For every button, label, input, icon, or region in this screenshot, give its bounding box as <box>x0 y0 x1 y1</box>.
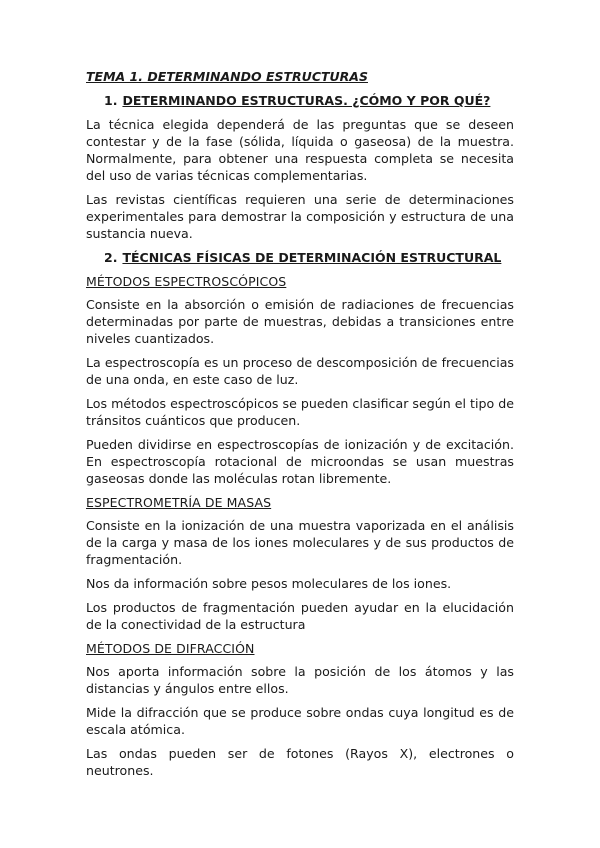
subsection-heading-masas: ESPECTROMETRÍA DE MASAS <box>86 495 272 510</box>
document-title: TEMA 1. DETERMINANDO ESTRUCTURAS <box>86 69 368 84</box>
section-2-title: TÉCNICAS FÍSICAS DE DETERMINACIÓN ESTRUCTURAL <box>122 250 502 265</box>
paragraph: Las revistas científicas requieren una serie de determinaciones experimentales para demostrar la composición y estructura de una sustancia nueva. <box>86 192 514 241</box>
subsection-heading-difraccion: MÉTODOS DE DIFRACCIÓN <box>86 641 255 656</box>
section-1-title: DETERMINANDO ESTRUCTURAS. ¿CÓMO Y POR QUÉ? <box>122 93 491 108</box>
paragraph: Los métodos espectroscópicos se pueden clasificar según el tipo de tránsitos cuánticos que producen. <box>86 396 514 428</box>
paragraph: Consiste en la absorción o emisión de radiaciones de frecuencias determinadas por parte de muestras, debidas a transiciones entre niveles cuantizados. <box>86 297 514 346</box>
section-2-number: 2. <box>104 250 118 265</box>
paragraph: Pueden dividirse en espectroscopías de ionización y de excitación. En espectroscopía rotacional de microondas se usan muestras gaseosas donde las moléculas rotan libremente. <box>86 437 514 486</box>
section-2-heading <box>86 249 514 267</box>
section-1-number: 1. <box>104 93 118 108</box>
section-1-heading <box>86 92 514 110</box>
paragraph: La espectroscopía es un proceso de descomposición de frecuencias de una onda, en este caso de luz. <box>86 355 514 387</box>
paragraph: La técnica elegida dependerá de las preguntas que se deseen contestar y de la fase (sólida, líquida o gaseosa) de la muestra. Normalmente, para obtener una respuesta completa se necesita del uso de varias técnicas complementarias. <box>86 117 514 183</box>
paragraph: Mide la difracción que se produce sobre ondas cuya longitud es de escala atómica. <box>86 705 514 737</box>
paragraph: Nos aporta información sobre la posición de los átomos y las distancias y ángulos entre ellos. <box>86 664 514 696</box>
paragraph: Los productos de fragmentación pueden ayudar en la elucidación de la conectividad de la estructura <box>86 600 514 632</box>
subsection-heading-espectroscopicos: MÉTODOS ESPECTROSCÓPICOS <box>86 274 287 289</box>
paragraph: Consiste en la ionización de una muestra vaporizada en el análisis de la carga y masa de los iones moleculares y de sus productos de fragmentación. <box>86 518 514 567</box>
paragraph: Las ondas pueden ser de fotones (Rayos X), electrones o neutrones. <box>86 746 514 778</box>
paragraph: Nos da información sobre pesos moleculares de los iones. <box>86 576 452 591</box>
